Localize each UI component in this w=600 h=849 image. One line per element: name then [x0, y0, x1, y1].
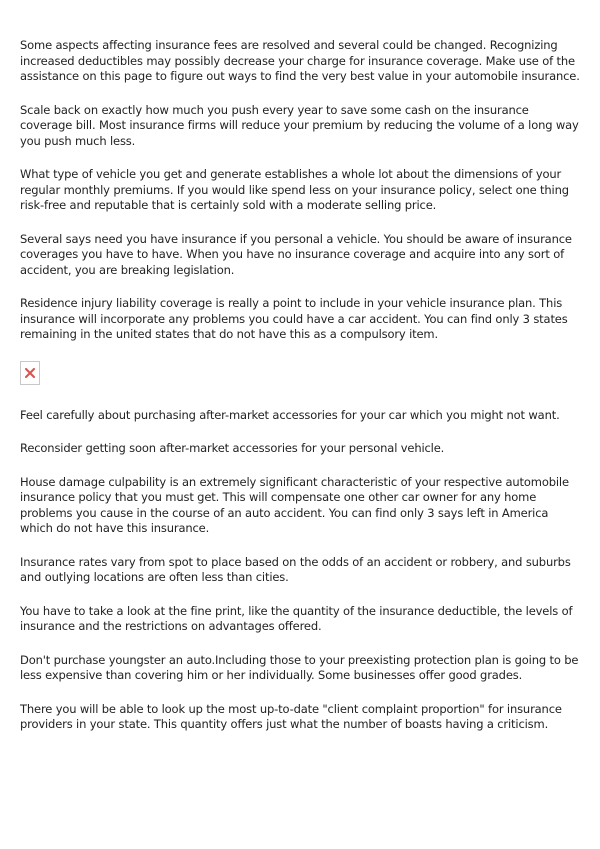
- paragraph: House damage culpability is an extremely significant characteristic of your respective automobile insurance policy that you must get. This will compensate one other car owner for any home problems you cause in the course of an auto accident. You can find only 3 says left in America which do not have this insurance.: [20, 474, 569, 535]
- article-body: [20, 38, 582, 751]
- paragraph: Some aspects affecting insurance fees are resolved and several could be changed. Recognizing increased deductibles may possibly decrease your charge for insurance coverage. Make use of the assistance on this page to figure out ways to find the very best value in your automobile insurance.: [20, 38, 580, 83]
- broken-image-icon: [20, 361, 40, 385]
- close-icon: [25, 368, 35, 378]
- paragraph: Feel carefully about purchasing after-market accessories for your car which you might not want.: [20, 407, 560, 422]
- paragraph: Insurance rates vary from spot to place based on the odds of an accident or robbery, and suburbs and outlying locations are often less than cities.: [20, 554, 571, 584]
- image-placeholder: [20, 361, 582, 387]
- paragraph: Residence injury liability coverage is really a point to include in your vehicle insurance plan. This insurance will incorporate any problems you could have a car accident. You can find only 3 states remaining in the united states that do not have this as a compulsory item.: [20, 296, 568, 341]
- paragraph: Several says need you have insurance if you personal a vehicle. You should be aware of insurance coverages you have to have. When you have no insurance coverage and acquire into any sort of accident, you are breaking legislation.: [20, 231, 572, 277]
- paragraph: There you will be able to look up the most up-to-date "client complaint proportion" for insurance providers in your state. This quantity offers just what the number of boasts having a criticism.: [20, 701, 562, 731]
- paragraph: Scale back on exactly how much you push every year to save some cash on the insurance coverage bill. Most insurance firms will reduce your premium by reducing the volume of a long way you push much less.: [20, 102, 579, 148]
- paragraph: Don't purchase youngster an auto.Including those to your preexisting protection plan is going to be less expensive than covering him or her individually. Some businesses offer good grades.: [20, 652, 579, 682]
- paragraph: You have to take a look at the fine print, like the quantity of the insurance deductible, the levels of insurance and the restrictions on advantages offered.: [20, 603, 573, 633]
- paragraph: What type of vehicle you get and generate establishes a whole lot about the dimensions of your regular monthly premiums. If you would like spend less on your insurance policy, select one thing risk-free and reputable that is certainly sold with a moderate selling price.: [20, 167, 569, 212]
- paragraph: Reconsider getting soon after-market accessories for your personal vehicle.: [20, 441, 445, 455]
